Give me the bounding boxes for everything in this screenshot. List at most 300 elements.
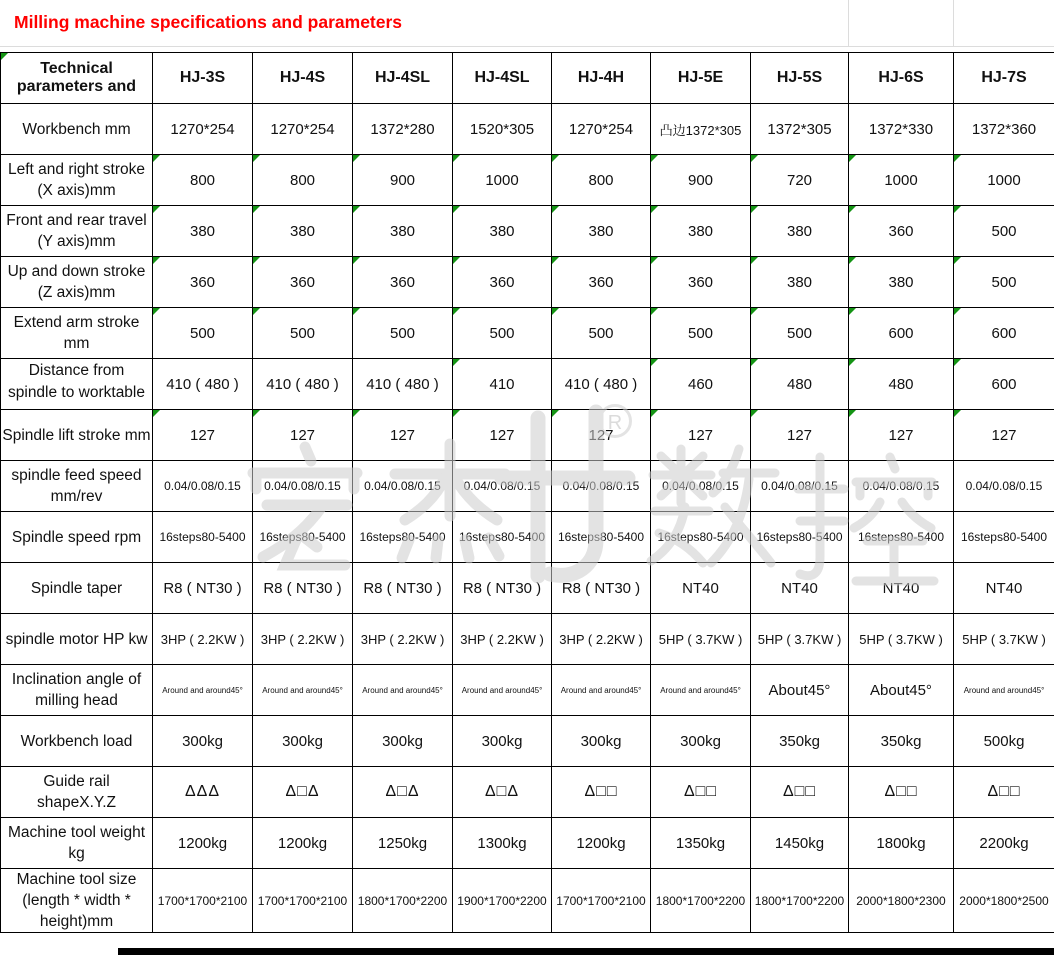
header-row [1, 53, 1054, 104]
row-label: Machine tool size (length * width * height)mm [1, 869, 153, 933]
row-label: Up and down stroke (Z axis)mm [1, 257, 153, 308]
spec-cell [954, 563, 1054, 614]
spec-cell [253, 563, 353, 614]
spec-cell [651, 410, 751, 461]
spec-cell-value: 360 [389, 273, 416, 291]
spec-cell-value: 0.04/0.08/0.15 [164, 479, 241, 493]
spec-cell [954, 461, 1054, 512]
spec-cell-value: 1700*1700*2100 [556, 893, 646, 908]
spec-cell-value: 0.04/0.08/0.15 [364, 479, 441, 493]
model-column-header: HJ-4S [253, 53, 353, 104]
spec-cell-value: Around and around45° [660, 685, 741, 695]
spec-cell-value: R8 ( NT30 ) [263, 579, 342, 597]
row-label: spindle motor HP kw [1, 614, 153, 665]
spec-cell [751, 665, 849, 716]
green-flag-icon [751, 359, 758, 366]
spec-cell [954, 869, 1054, 933]
spec-cell [253, 410, 353, 461]
spec-cell [253, 869, 353, 933]
spec-cell [453, 665, 552, 716]
table-row [1, 614, 1054, 665]
spec-cell [253, 665, 353, 716]
green-flag-icon [153, 257, 160, 264]
spec-cell [849, 512, 954, 563]
green-flag-icon [253, 155, 260, 162]
spec-cell-value: 1250kg [377, 834, 428, 852]
spec-cell-value: 1372*305 [767, 120, 832, 138]
spec-cell-value: 410 ( 480 ) [366, 375, 439, 393]
spec-cell-value: NT40 [985, 579, 1023, 597]
spec-cell-value: 2000*1800*2500 [959, 893, 1049, 908]
spec-cell-value: 127 [991, 426, 1017, 444]
spec-cell [849, 308, 954, 359]
spec-cell [751, 869, 849, 933]
spec-table [0, 52, 1054, 933]
green-flag-icon [954, 410, 961, 417]
spec-cell [253, 512, 353, 563]
spec-cell [651, 257, 751, 308]
spec-cell-value: R8 ( NT30 ) [163, 579, 242, 597]
spec-cell [453, 410, 552, 461]
green-flag-icon [651, 206, 658, 213]
spec-cell [954, 104, 1054, 155]
spec-cell [552, 308, 651, 359]
spec-cell [751, 512, 849, 563]
spec-cell [353, 716, 453, 767]
spec-cell-value: Δ□□ [987, 783, 1021, 800]
model-column-header: HJ-4SL [353, 53, 453, 104]
spec-cell [353, 104, 453, 155]
spec-cell [353, 614, 453, 665]
spec-cell-value: 380 [189, 222, 216, 240]
spec-cell-value: Around and around45° [560, 685, 642, 695]
spec-cell-value: 1300kg [477, 834, 527, 852]
row-label: spindle feed speed mm/rev [1, 461, 153, 512]
model-column-header: HJ-3S [153, 53, 253, 104]
spec-cell-value: 300kg [580, 732, 622, 750]
spec-cell-value: 0.04/0.08/0.15 [264, 479, 341, 493]
row-label: Spindle speed rpm [1, 512, 153, 563]
spec-cell [849, 818, 954, 869]
spec-cell-value: 380 [687, 222, 714, 240]
spec-cell-value: 380 [888, 273, 914, 291]
spec-cell [253, 614, 353, 665]
green-flag-icon [153, 308, 160, 315]
spec-cell [453, 155, 552, 206]
spec-cell-value: 380 [489, 222, 515, 240]
green-flag-icon [954, 206, 961, 213]
green-flag-icon [849, 206, 856, 213]
spec-cell-value: 1000 [485, 171, 519, 189]
row-label: Inclination angle of milling head [1, 665, 153, 716]
spec-cell [552, 563, 651, 614]
spec-cell [751, 257, 849, 308]
table-row [1, 716, 1054, 767]
green-flag-icon [849, 359, 856, 366]
green-flag-icon [153, 155, 160, 162]
spec-cell-value: 16steps80-5400 [960, 530, 1048, 544]
spec-cell [954, 818, 1054, 869]
green-flag-icon [1, 53, 8, 60]
spec-cell [552, 461, 651, 512]
row-label: Distance from spindle to worktable [1, 359, 153, 410]
spec-cell [651, 767, 751, 818]
row-label: Workbench load [1, 716, 153, 767]
green-flag-icon [552, 155, 559, 162]
spec-cell-value: 360 [687, 273, 714, 291]
spec-cell-value: 3HP ( 2.2KW ) [160, 631, 245, 647]
table-row [1, 308, 1054, 359]
spec-cell [453, 716, 552, 767]
row-label: Machine tool weight kg [1, 818, 153, 869]
spec-cell-value: 1372*280 [370, 120, 435, 138]
table-row [1, 869, 1054, 933]
spec-cell-value: 360 [588, 273, 614, 291]
green-flag-icon [651, 257, 658, 264]
spec-cell-value: 0.04/0.08/0.15 [662, 479, 739, 493]
spec-cell-value: 500 [389, 324, 416, 342]
model-column-header: HJ-4SL [453, 53, 552, 104]
spec-cell [651, 818, 751, 869]
spec-cell [651, 104, 751, 155]
spec-cell-value: 600 [991, 375, 1017, 393]
spec-cell-value: 480 [786, 375, 813, 393]
spec-cell [353, 563, 453, 614]
green-flag-icon [353, 155, 360, 162]
spec-cell-value: 1900*1700*2200 [457, 893, 547, 908]
spec-cell-value: 16steps80-5400 [458, 530, 546, 544]
bottom-edge-bar [118, 948, 1054, 955]
spec-cell [954, 614, 1054, 665]
spec-cell [849, 410, 954, 461]
spec-cell-value: 500 [991, 273, 1017, 291]
spec-cell-value: 380 [786, 273, 813, 291]
spec-cell [651, 155, 751, 206]
spec-cell-value: 5HP ( 3.7KW ) [962, 631, 1046, 647]
green-flag-icon [153, 206, 160, 213]
green-flag-icon [353, 308, 360, 315]
spec-cell [353, 359, 453, 410]
spec-cell [552, 665, 651, 716]
spec-cell [954, 665, 1054, 716]
spec-table-head [1, 53, 1054, 104]
spec-cell-value: 1000 [884, 171, 918, 189]
spec-cell-value: 300kg [382, 732, 423, 750]
spec-cell [353, 767, 453, 818]
spec-cell-value: R8 ( NT30 ) [363, 579, 442, 597]
spec-cell [253, 461, 353, 512]
spec-cell-value: 1350kg [675, 834, 726, 852]
spec-cell-value: 1450kg [774, 834, 825, 852]
spec-cell-value: 3HP ( 2.2KW ) [260, 631, 345, 647]
spec-cell [153, 461, 253, 512]
spec-cell-value: R8 ( NT30 ) [561, 579, 641, 597]
spec-cell [153, 308, 253, 359]
green-flag-icon [751, 257, 758, 264]
spec-cell [751, 716, 849, 767]
spec-cell [954, 410, 1054, 461]
spec-cell [153, 665, 253, 716]
green-flag-icon [954, 155, 961, 162]
spec-cell [651, 665, 751, 716]
spec-cell-value: 600 [991, 324, 1017, 342]
spec-cell [954, 155, 1054, 206]
green-flag-icon [954, 308, 961, 315]
spec-cell [353, 257, 453, 308]
spec-cell [153, 410, 253, 461]
spec-cell-value: 720 [786, 171, 813, 189]
spec-cell-value: 3HP ( 2.2KW ) [360, 631, 445, 647]
gridline-vertical-1 [848, 0, 849, 46]
spec-cell-value: 800 [588, 171, 614, 189]
spec-cell-value: R8 ( NT30 ) [462, 579, 542, 597]
spec-cell-value: 0.04/0.08/0.15 [463, 479, 541, 493]
spec-cell-value: About45° [768, 681, 831, 699]
spec-cell [353, 155, 453, 206]
table-row [1, 257, 1054, 308]
spec-cell-value: 1270*254 [270, 120, 335, 138]
spec-cell [552, 359, 651, 410]
green-flag-icon [253, 308, 260, 315]
spec-cell-value: 1270*254 [170, 120, 235, 138]
table-row [1, 818, 1054, 869]
spec-cell [651, 461, 751, 512]
spec-cell-value: 1800kg [876, 834, 926, 852]
spec-cell-value: 500 [786, 324, 813, 342]
spec-cell [453, 614, 552, 665]
spec-cell [253, 767, 353, 818]
spec-cell [552, 257, 651, 308]
spec-cell-value: 360 [888, 222, 914, 240]
spec-cell-value: Around and around45° [461, 685, 543, 695]
spec-cell [751, 614, 849, 665]
row-label: Extend arm stroke mm [1, 308, 153, 359]
spec-cell-value: 1270*254 [568, 120, 634, 138]
spec-cell-value: Around and around45° [162, 685, 243, 695]
spec-cell-value: 16steps80-5400 [359, 530, 446, 544]
spec-cell [651, 308, 751, 359]
spec-cell [849, 155, 954, 206]
page-title: Milling machine specifications and parameters [14, 12, 403, 32]
spec-cell-value: 460 [687, 375, 714, 393]
spec-cell-value: 500 [189, 324, 216, 342]
spec-cell [253, 359, 353, 410]
spec-cell-value: 300kg [680, 732, 721, 750]
green-flag-icon [453, 308, 460, 315]
spec-cell [849, 257, 954, 308]
spec-cell-value: Δ□□ [584, 783, 618, 800]
spec-cell [153, 155, 253, 206]
spec-cell [651, 512, 751, 563]
spec-cell-value: NT40 [682, 579, 719, 597]
spec-cell [849, 767, 954, 818]
spec-cell-value: 1800*1700*2200 [655, 893, 746, 908]
spec-cell [153, 614, 253, 665]
table-row [1, 359, 1054, 410]
row-label: Front and rear travel (Y axis)mm [1, 206, 153, 257]
spec-cell [453, 767, 552, 818]
spec-cell [153, 563, 253, 614]
spec-cell-value: 127 [489, 426, 515, 444]
spec-cell-value: 127 [888, 426, 914, 444]
spec-table-body [1, 104, 1054, 933]
spec-cell-value: 500 [489, 324, 515, 342]
spec-cell [552, 614, 651, 665]
spec-cell-value: 1800*1700*2200 [357, 893, 448, 908]
green-flag-icon [552, 206, 559, 213]
spec-cell [849, 614, 954, 665]
green-flag-icon [651, 155, 658, 162]
spec-cell-value: 1700*1700*2100 [257, 893, 348, 908]
spec-cell-value: 500 [588, 324, 614, 342]
spec-cell-value: 3HP ( 2.2KW ) [559, 631, 643, 647]
table-row [1, 563, 1054, 614]
spec-cell [453, 461, 552, 512]
model-column-header: HJ-5S [751, 53, 849, 104]
spec-cell-value: 5HP ( 3.7KW ) [859, 631, 943, 647]
table-row [1, 665, 1054, 716]
spec-cell [849, 206, 954, 257]
row-label: Guide rail shapeX.Y.Z [1, 767, 153, 818]
spec-cell [954, 512, 1054, 563]
spec-cell-value: 300kg [481, 732, 523, 750]
spec-cell [353, 461, 453, 512]
spec-cell [849, 359, 954, 410]
spec-cell-value: Δ□□ [884, 783, 918, 800]
spec-cell-value: ΔΔΔ [184, 783, 221, 800]
spec-cell [453, 818, 552, 869]
green-flag-icon [751, 155, 758, 162]
spec-cell [849, 716, 954, 767]
spec-cell [253, 104, 353, 155]
spec-cell-value: 1372*330 [868, 120, 934, 138]
spec-cell [751, 206, 849, 257]
spec-cell-value: Δ□□ [782, 783, 816, 800]
spec-cell-value: 5HP ( 3.7KW ) [757, 631, 842, 647]
spec-cell-value: 127 [786, 426, 813, 444]
row-label: Left and right stroke (X axis)mm [1, 155, 153, 206]
spec-cell-value: 350kg [880, 732, 922, 750]
spec-cell-value: 0.04/0.08/0.15 [562, 479, 640, 493]
spec-cell [153, 767, 253, 818]
spec-cell [453, 563, 552, 614]
gridline-horizontal [0, 46, 1054, 47]
spec-cell-value: 410 ( 480 ) [166, 375, 239, 393]
spec-cell [153, 206, 253, 257]
spec-cell-value: 16steps80-5400 [259, 530, 346, 544]
table-row [1, 461, 1054, 512]
spec-cell [353, 206, 453, 257]
green-flag-icon [751, 308, 758, 315]
spec-cell-value: 500 [991, 222, 1017, 240]
spec-cell-value: NT40 [781, 579, 818, 597]
registered-trademark-letter: R [607, 412, 623, 434]
spec-cell [453, 869, 552, 933]
spec-cell-value: 1200kg [177, 834, 228, 852]
green-flag-icon [849, 155, 856, 162]
spec-cell-value: 16steps80-5400 [159, 530, 246, 544]
spec-cell-value: 1200kg [277, 834, 328, 852]
spec-cell [651, 206, 751, 257]
spec-cell [651, 716, 751, 767]
spec-cell-value: 1520*305 [469, 120, 535, 138]
spec-cell-value: 凸边1372*305 [659, 122, 742, 138]
green-flag-icon [849, 410, 856, 417]
green-flag-icon [651, 308, 658, 315]
spec-cell [253, 155, 353, 206]
model-column-header: HJ-6S [849, 53, 954, 104]
green-flag-icon [849, 257, 856, 264]
param-column-header: Technical parameters and [1, 53, 153, 104]
spec-cell [751, 155, 849, 206]
model-column-header: HJ-5E [651, 53, 751, 104]
spec-cell [153, 869, 253, 933]
gridline-vertical-2 [953, 0, 954, 46]
spec-cell-value: 1200kg [576, 834, 626, 852]
spec-cell [453, 104, 552, 155]
spec-cell-value: 5HP ( 3.7KW ) [658, 631, 743, 647]
spec-cell-value: 1372*360 [971, 120, 1037, 138]
spec-cell-value: 500 [289, 324, 316, 342]
spec-cell-value: Δ□Δ [484, 783, 520, 800]
table-row [1, 155, 1054, 206]
spec-cell-value: 380 [786, 222, 813, 240]
spec-cell [552, 818, 651, 869]
green-flag-icon [153, 410, 160, 417]
model-column-header: HJ-7S [954, 53, 1054, 104]
spec-cell-value: 360 [189, 273, 216, 291]
spec-cell-value: 500 [687, 324, 714, 342]
spec-cell [453, 206, 552, 257]
spec-cell [751, 767, 849, 818]
spec-cell-value: Δ□Δ [385, 783, 420, 800]
green-flag-icon [353, 206, 360, 213]
spec-cell-value: 410 ( 480 ) [266, 375, 339, 393]
spec-cell [751, 104, 849, 155]
green-flag-icon [253, 410, 260, 417]
spec-cell [651, 359, 751, 410]
green-flag-icon [253, 206, 260, 213]
spec-cell [453, 512, 552, 563]
green-flag-icon [651, 359, 658, 366]
green-flag-icon [453, 206, 460, 213]
spec-cell [954, 716, 1054, 767]
green-flag-icon [353, 410, 360, 417]
spec-cell-value: 1800*1700*2200 [754, 893, 845, 908]
spec-cell-value: 127 [189, 426, 216, 444]
spec-cell-value: Around and around45° [362, 685, 443, 695]
spec-cell-value: 350kg [779, 732, 820, 750]
table-row [1, 767, 1054, 818]
spec-cell [954, 359, 1054, 410]
spec-cell-value: 3HP ( 2.2KW ) [460, 631, 544, 647]
spec-cell [751, 308, 849, 359]
spec-cell [552, 716, 651, 767]
spec-cell [849, 563, 954, 614]
spec-cell-value: 800 [289, 171, 316, 189]
spec-cell [651, 563, 751, 614]
spec-cell-value: 600 [888, 324, 914, 342]
spec-cell [153, 257, 253, 308]
spec-cell [954, 308, 1054, 359]
spec-cell [751, 359, 849, 410]
spec-cell [153, 104, 253, 155]
spec-cell [954, 257, 1054, 308]
spec-cell-value: 410 ( 480 ) [564, 375, 638, 393]
green-flag-icon [954, 359, 961, 366]
spec-cell-value: 127 [687, 426, 714, 444]
spec-cell [453, 308, 552, 359]
